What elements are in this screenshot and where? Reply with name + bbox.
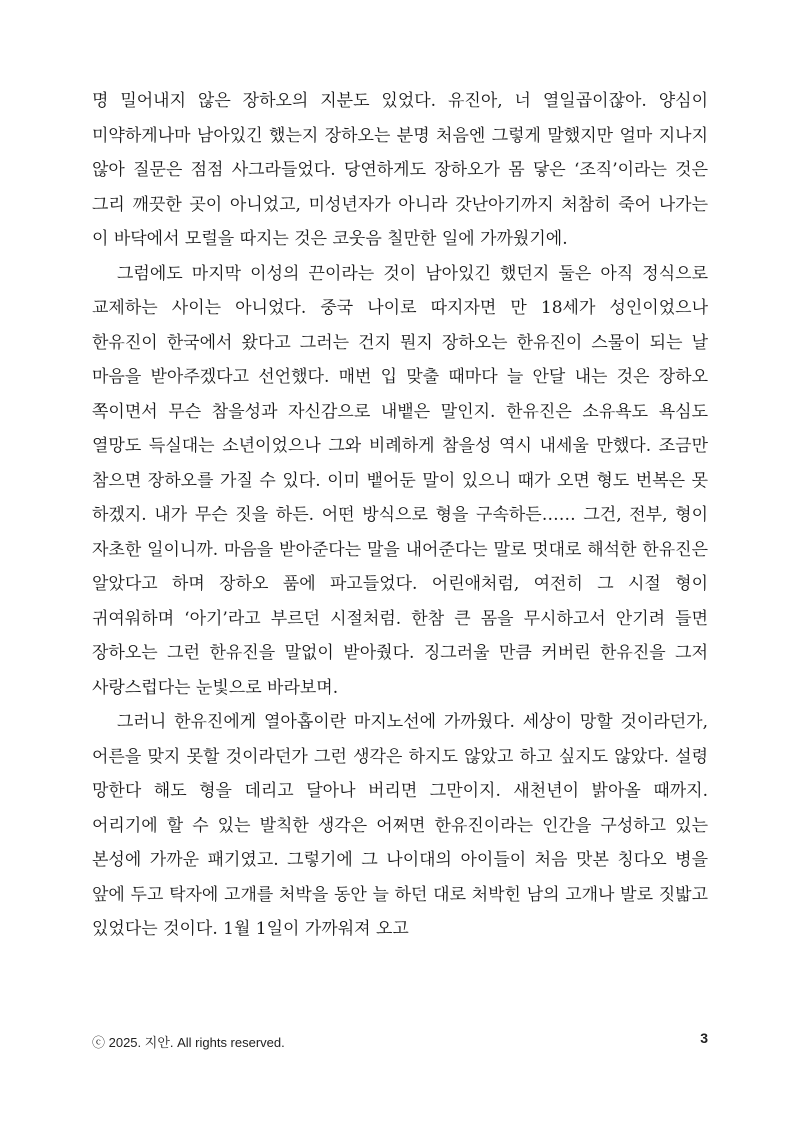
document-body: [92, 84, 708, 947]
paragraph-1: 명 밀어내지 않은 장하오의 지분도 있었다. 유진아, 너 열일곱이잖아. 양심이 미약하게나마 남아있긴 했는지 장하오는 분명 처음엔 그렇게 말했지만 얼마 지나지 않아 질문은 점점 사그라들었다. 당연하게도 장하오가 몸 닿은 ‘조직’이라는 것은 그리 깨끗한 곳이 아니었고, 미성년자가 아니라 갓난아기까지 처참히 죽어 나가는 이 바닥에서 모럴을 따지는 것은 코웃음 칠만한 일에 가까웠기에.: [92, 91, 708, 249]
page-number: 3: [700, 1030, 708, 1046]
copyright-notice: ⓒ 2025. 지안. All rights reserved.: [92, 1035, 285, 1050]
paragraph-2: 그럼에도 마지막 이성의 끈이라는 것이 남아있긴 했던지 둘은 아직 정식으로 교제하는 사이는 아니었다. 중국 나이로 따지자면 만 18세가 성인이었으나 한유진이 한국에서 왔다고 그러는 건지 뭔지 장하오는 한유진이 스물이 되는 날 마음을 받아주겠다고 선언했다. 매번 입 맞출 때마다 늘 안달 내는 것은 장하오 쪽이면서 무슨 참을성과 자신감으로 내뱉은 말인지. 한유진은 소유욕도 욕심도 열망도 득실대는 소년이었으나 그와 비례하게 참을성 역시 내세울 만했다. 조금만 참으면 장하오를 가질 수 있다. 이미 뱉어둔 말이 있으니 때가 오면 형도 번복은 못 하겠지. 내가 무슨 짓을 하든. 어떤 방식으로 형을 구속하든…… 그건, 전부, 형이 자초한 일이니까. 마음을 받아준다는 말을 내어준다는 말로 멋대로 해석한 한유진은 알았다고 하며 장하오 품에 파고들었다. 어린애처럼, 여전히 그 시절 형이 귀여워하며 ‘아기’라고 부르던 시절처럼. 한참 큰 몸을 무시하고서 안기려 들면 장하오는 그런 한유진을 말없이 받아줬다. 징그러울 만큼 커버린 한유진을 그저 사랑스럽다는 눈빛으로 바라보며.: [92, 263, 708, 698]
paragraph-3: 그러니 한유진에게 열아홉이란 마지노선에 가까웠다. 세상이 망할 것이라던가, 어른을 맞지 못할 것이라던가 그런 생각은 하지도 않았고 하고 싶지도 않았다. 설령 망한다 해도 형을 데리고 달아나 버리면 그만이지. 새천년이 밝아올 때까지. 어리기에 할 수 있는 발칙한 생각은 어쩌면 한유진이라는 인간을 구성하고 있는 본성에 가까운 패기였고. 그렇기에 그 나이대의 아이들이 처음 맛본 칭다오 병을 앞에 두고 탁자에 고개를 처박을 동안 늘 하던 대로 처박힌 남의 고개나 발로 짓밟고 있었다는 것이다. 1월 1일이 가까워져 오고: [92, 712, 708, 939]
page-footer: [92, 1030, 708, 1052]
